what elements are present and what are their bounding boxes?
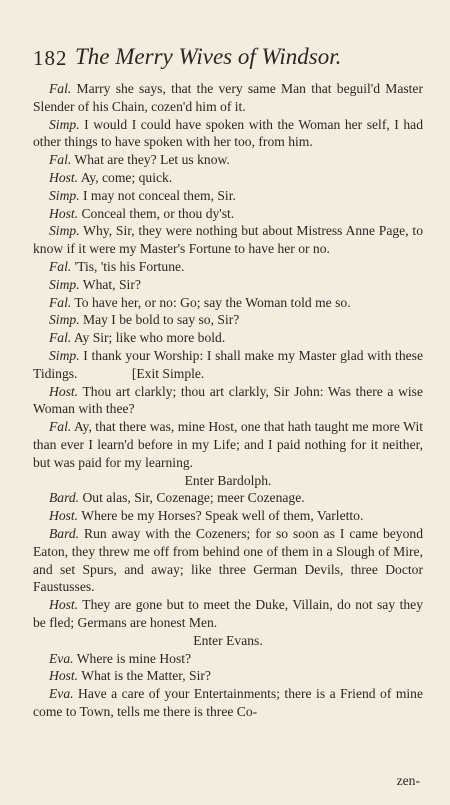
speaker: Simp. (49, 116, 80, 132)
speech-line (33, 347, 427, 383)
speaker: Fal. (49, 258, 72, 274)
speaker: Simp. (49, 276, 80, 292)
speech-line (33, 667, 423, 685)
speech-line (33, 294, 423, 312)
speech-text: To have her, or no: Go; say the Woman told me so. (71, 294, 351, 310)
speaker: Host. (49, 668, 79, 684)
speaker: Host. (49, 508, 79, 524)
speech-text: I would I could have spoken with the Woman her self, I had other things to have spoken with her too, from him. (33, 116, 423, 150)
speaker: Eva. (49, 650, 74, 666)
speech-text: Run away with the Cozeners; for so soon as I came beyond Eaton, they threw me off from behind one of them in a Slough of Mire, and set Spurs, and away; like three German Devils, three Doctor Faustusses. (33, 525, 423, 595)
speech-text: Where is mine Host? (73, 650, 192, 666)
speaker: Eva. (49, 686, 74, 702)
speech-text: Ay, come; quick. (78, 169, 173, 185)
speech-text: I may not conceal them, Sir. (79, 187, 236, 203)
speech-line (33, 525, 423, 596)
speech-text: What, Sir? (79, 276, 141, 292)
speech-text: 'Tis, 'tis his Fortune. (71, 258, 185, 274)
speech-line (33, 685, 423, 721)
speech-line (33, 187, 423, 205)
speaker: Host. (49, 597, 79, 613)
speech-text: Conceal them, or thou dy'st. (78, 205, 235, 221)
speech-line (33, 311, 423, 329)
speech-line (33, 507, 423, 525)
catchword: zen- (396, 773, 420, 788)
speaker: Fal. (49, 81, 72, 96)
speech-line (33, 205, 423, 223)
speech-line (33, 276, 423, 294)
speech-text: Have a care of your Entertainments; there is a Friend of mine come to Town, tells me there is three Co- (33, 686, 423, 719)
stage-direction: Enter Bardolph. (184, 472, 272, 488)
speech-text: They are gone but to meet the Duke, Villain, do not say they be fled; Germans are honest Men. (33, 597, 423, 630)
speech-text: Out alas, Sir, Cozenage; meer Cozenage. (79, 490, 305, 506)
speech-line (33, 596, 423, 632)
speech-line (33, 650, 423, 668)
speech-line (33, 329, 423, 347)
speaker: Fal. (49, 419, 72, 435)
speech-text: Where be my Horses? Speak well of them, Varletto. (78, 508, 364, 524)
speech-text: Ay Sir; like who more bold. (71, 330, 226, 346)
speaker: Simp. (49, 187, 80, 203)
speech-line (33, 222, 423, 258)
speech-text: May I be bold to say so, Sir? (79, 312, 240, 328)
speech-text: Thou art clarkly; thou art clarkly, Sir John: Was there a wise Woman with thee? (33, 383, 423, 417)
speech-line (33, 169, 423, 187)
speaker: Simp. (49, 223, 80, 239)
speech-line (33, 383, 423, 419)
running-title: The Merry Wives of Windsor. (75, 44, 342, 69)
speaker: Fal. (49, 330, 72, 346)
page-number: 182 (33, 46, 68, 70)
running-header (33, 44, 415, 74)
body-text (33, 80, 427, 721)
speech-line (33, 116, 423, 152)
speaker: Simp. (49, 347, 80, 363)
speech-text: Marry she says, that the very same Man that beguil'd Master Slender of his Chain, cozen'd him of it. (33, 81, 423, 114)
speech-text: What is the Matter, Sir? (78, 668, 211, 684)
speaker: Fal. (49, 152, 72, 168)
speech-text: What are they? Let us know. (71, 152, 230, 168)
speech-text: I thank your Worship: I shall make my Master glad with these Tidings. [Exit Simple. (33, 347, 427, 381)
speaker: Fal. (49, 294, 72, 310)
speech-line (33, 258, 423, 276)
stage-direction: Enter Evans. (193, 632, 263, 648)
speaker: Bard. (49, 490, 80, 506)
speech-text: Ay, that there was, mine Host, one that hath taught me more Wit than ever I learn'd before in my Life; and I paid nothing for it neither, but was paid for my learning. (33, 419, 423, 470)
speaker: Bard. (49, 525, 80, 541)
speaker: Host. (49, 383, 79, 399)
speech-text: Why, Sir, they were nothing but about Mistress Anne Page, to know if it were my Master's Fortune to have her or no. (33, 223, 423, 257)
speech-line (33, 151, 423, 169)
speaker: Host. (49, 205, 79, 221)
speaker: Host. (49, 169, 79, 185)
speech-line (33, 80, 423, 116)
speaker: Simp. (49, 312, 80, 328)
speech-line (33, 418, 423, 471)
speech-line (33, 489, 423, 507)
